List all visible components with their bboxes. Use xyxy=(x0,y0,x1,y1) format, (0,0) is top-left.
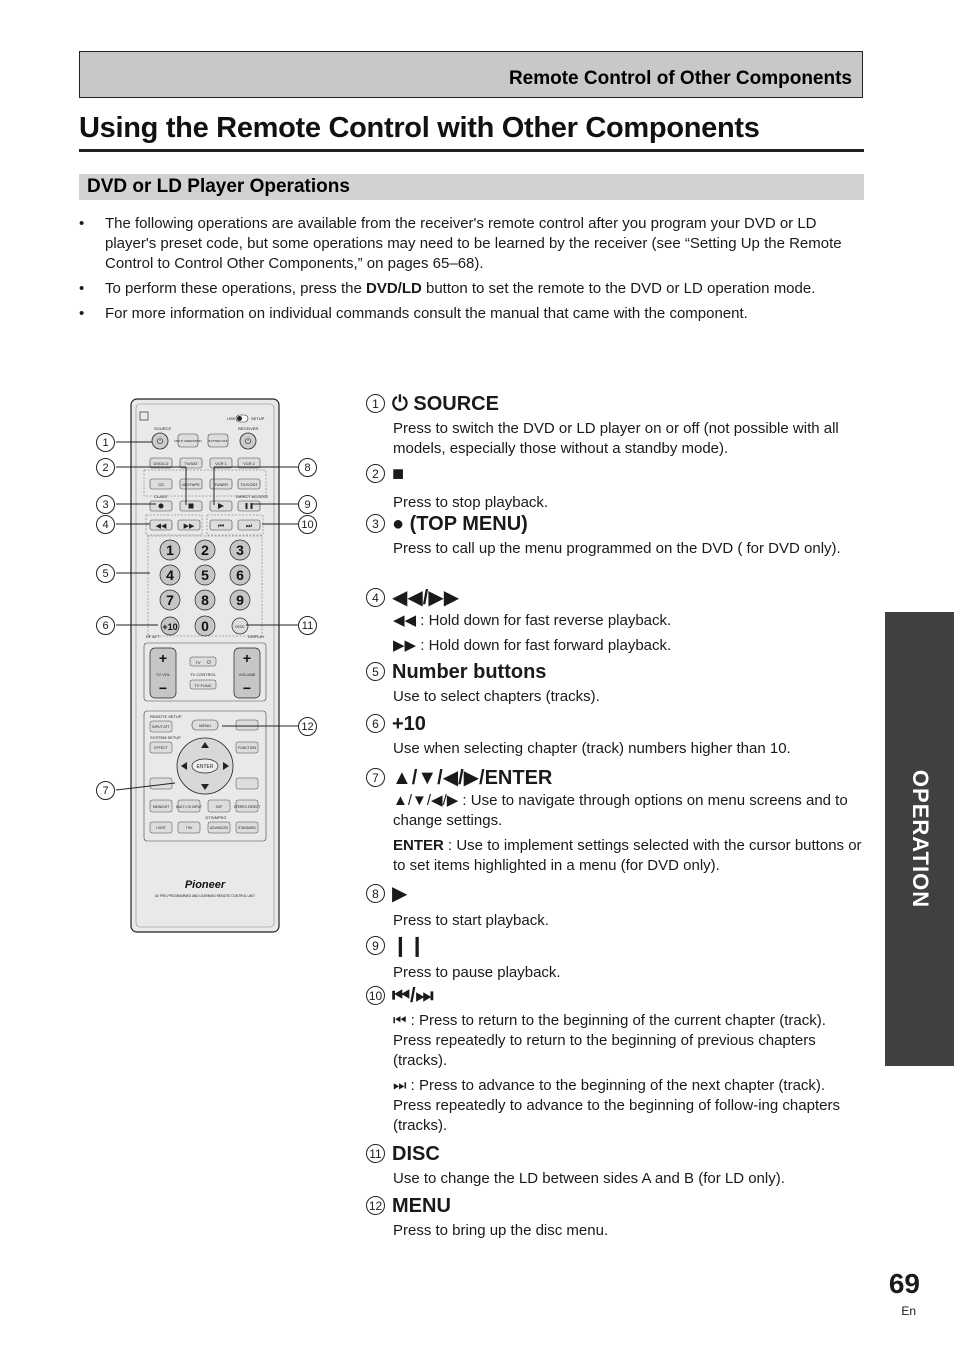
svg-text:MENU: MENU xyxy=(199,723,211,728)
item-scan: 4 ◀◀/▶▶ ◀◀ : Hold down for fast reverse playback. ▶▶ : Hold down for fast forward playback. xyxy=(366,585,866,661)
svg-text:SYSTEM OFF: SYSTEM OFF xyxy=(208,439,228,443)
item-play: 8 ▶ Press to start playback. xyxy=(366,881,866,936)
svg-text:ADVANCED: ADVANCED xyxy=(209,826,229,830)
svg-text:MIDNIGHT: MIDNIGHT xyxy=(152,805,170,809)
callout-4: 4 xyxy=(96,515,115,534)
item-title: DISC xyxy=(392,1143,440,1165)
svg-text:INPUT ATT: INPUT ATT xyxy=(152,725,170,729)
svg-text:5: 5 xyxy=(201,567,209,583)
callout-11: 11 xyxy=(298,616,317,635)
svg-text:VOLUME: VOLUME xyxy=(238,672,256,677)
svg-text:6: 6 xyxy=(236,567,244,583)
svg-text:LIGHT: LIGHT xyxy=(156,826,166,830)
section-title: DVD or LD Player Operations xyxy=(87,176,350,197)
svg-text:MD/TAPE: MD/TAPE xyxy=(182,482,200,487)
svg-text:DIRECT ACCESS: DIRECT ACCESS xyxy=(236,494,269,499)
svg-text:⏻: ⏻ xyxy=(156,437,164,446)
svg-text:4: 4 xyxy=(166,567,174,583)
svg-text:CD: CD xyxy=(158,482,164,487)
svg-text:3: 3 xyxy=(236,542,244,558)
svg-text:9: 9 xyxy=(236,592,244,608)
svg-text:TV FUNC: TV FUNC xyxy=(194,683,212,688)
item-title: ⏮/⏭ xyxy=(392,985,434,1007)
callout-7: 7 xyxy=(96,781,115,800)
header-bar xyxy=(79,51,863,98)
callout-8: 8 xyxy=(298,458,317,477)
svg-text:+10: +10 xyxy=(162,622,178,632)
item-title: Number buttons xyxy=(392,661,547,683)
svg-text:REMOTE SETUP: REMOTE SETUP xyxy=(150,714,182,719)
item-plus10: 6 +10 Use when selecting chapter (track) numbers higher than 10. xyxy=(366,713,866,764)
svg-text:DISPLAY: DISPLAY xyxy=(248,634,265,639)
callout-12: 12 xyxy=(298,717,317,736)
item-skip: 10 ⏮/⏭ ⏮ : Press to return to the beginning of the current chapter (track). Press repeatedly to return to the beginning of previous chapters (tracks). ⏭ : Press to advance to the beginning of the next chapter (track). Press repeatedly to advance to the beginning of follow-ing chapters (tracks). xyxy=(366,985,866,1141)
item-source: 1 ⏻ SOURCE Press to switch the DVD or LD player on or off (not possible with all models, especially those without a standby mode). xyxy=(366,393,866,464)
item-cursor-enter: 7 ▲/▼/◀/▶/ENTER ▲/▼/◀/▶ : Use to navigate through options on menu screens and to change settings. ENTER : Use to implement settings selected with the cursor buttons or to set items highlighted in a menu (for DVD only). xyxy=(366,765,866,881)
svg-text:▶▶: ▶▶ xyxy=(183,523,195,530)
item-top-menu: 3 ● (TOP MENU) Press to call up the menu programmed on the DVD ( for DVD only). xyxy=(366,513,866,564)
title-rule xyxy=(79,149,864,152)
page-title: Using the Remote Control with Other Components xyxy=(79,112,760,144)
svg-text:Pioneer: Pioneer xyxy=(184,879,226,891)
item-title: +10 xyxy=(392,713,426,735)
item-menu: 12 MENU Press to bring up the disc menu. xyxy=(366,1195,866,1246)
svg-text:8: 8 xyxy=(201,592,209,608)
svg-text:MULTI CH INPUT: MULTI CH INPUT xyxy=(175,805,203,809)
svg-text:STEREO DIRECT: STEREO DIRECT xyxy=(233,805,261,809)
bullet-item: • The following operations are available from the receiver's remote control after you program your DVD or LD player's preset code, but some operations may need to be learned by the receiver (see “Setting Up the Remote Control to Control Other Components,” on pages 65–68). xyxy=(79,215,842,272)
svg-text:7: 7 xyxy=(166,592,174,608)
svg-text:2: 2 xyxy=(201,542,209,558)
svg-text:TV CONTROL: TV CONTROL xyxy=(190,672,216,677)
svg-text:MULTI OPERATION: MULTI OPERATION xyxy=(174,439,202,443)
item-title: ▲/▼/◀/▶/ENTER xyxy=(392,767,553,789)
svg-text:TV/SAT: TV/SAT xyxy=(184,461,198,466)
item-disc: 11 DISC Use to change the LD between sides A and B (for LD only). xyxy=(366,1143,866,1194)
section-heading-bar xyxy=(79,174,864,200)
svg-text:VCR 2: VCR 2 xyxy=(243,461,255,466)
svg-text:FUNCTION: FUNCTION xyxy=(237,746,257,750)
page-number: 69 xyxy=(888,1268,920,1299)
svg-text:1: 1 xyxy=(166,542,174,558)
callout-2: 2 xyxy=(96,458,115,477)
svg-text:SYSTEM SETUP: SYSTEM SETUP xyxy=(150,735,181,740)
svg-text:THX: THX xyxy=(185,826,193,830)
page-language: En xyxy=(901,1304,916,1318)
svg-text:TV VOL: TV VOL xyxy=(155,672,171,677)
svg-text:−: − xyxy=(158,680,168,696)
svg-text:SETUP: SETUP xyxy=(251,416,265,421)
svg-text:⏭: ⏭ xyxy=(245,523,253,530)
svg-text:DTS/MPEG: DTS/MPEG xyxy=(205,815,227,820)
svg-text:AV PRE-PROGRAMMED AND LEARNING: AV PRE-PROGRAMMED AND LEARNING REMOTE CONTROL UNIT xyxy=(155,894,255,898)
svg-text:STANDARD: STANDARD xyxy=(238,826,256,830)
item-title: ● (TOP MENU) xyxy=(392,513,528,535)
callout-1: 1 xyxy=(96,433,115,452)
svg-text:0: 0 xyxy=(201,618,209,634)
callout-6: 6 xyxy=(96,616,115,635)
svg-text:RF ATT: RF ATT xyxy=(146,634,160,639)
item-pause: 9 ❙❙ Press to pause playback. xyxy=(366,933,866,988)
bullet-item: • To perform these operations, press the DVD/LD button to set the remote to the DVD or LD operation mode. xyxy=(79,280,816,297)
bullet-item: • For more information on individual commands consult the manual that came with the component. xyxy=(79,305,748,322)
callout-10: 10 xyxy=(298,515,317,534)
svg-text:DSP: DSP xyxy=(215,805,223,809)
item-stop: 2 ■ Press to stop playback. xyxy=(366,463,866,518)
intro-bullets xyxy=(79,214,869,329)
svg-text:USE: USE xyxy=(227,416,236,421)
callout-3: 3 xyxy=(96,495,115,514)
svg-text:−: − xyxy=(242,680,252,696)
item-number-buttons: 5 Number buttons Use to select chapters (tracks). xyxy=(366,661,866,712)
callout-5: 5 xyxy=(96,564,115,583)
header-section-label: Remote Control of Other Components xyxy=(508,68,852,89)
svg-text:⏻: ⏻ xyxy=(207,660,211,666)
item-title: ❙❙ xyxy=(392,935,426,957)
svg-text:TV/CONT: TV/CONT xyxy=(240,482,258,487)
side-tab-operation: OPERATION xyxy=(885,612,954,1066)
svg-text:◀◀: ◀◀ xyxy=(155,523,167,530)
item-title: ⏻ SOURCE xyxy=(392,393,499,415)
svg-text:⏻: ⏻ xyxy=(244,437,252,446)
svg-text:+: + xyxy=(242,650,252,666)
svg-text:TUNER: TUNER xyxy=(214,482,228,487)
svg-text:+: + xyxy=(158,650,168,666)
svg-text:ENTER: ENTER xyxy=(196,764,214,770)
svg-text:⏮: ⏮ xyxy=(217,523,225,530)
svg-text:TV: TV xyxy=(195,660,201,665)
svg-text:CLASS: CLASS xyxy=(154,494,168,499)
item-title: ■ xyxy=(392,463,405,485)
item-title: ◀◀/▶▶ xyxy=(392,587,460,609)
svg-text:SOURCE: SOURCE xyxy=(154,426,172,431)
svg-text:DVD/LD: DVD/LD xyxy=(153,461,169,466)
svg-text:DISC: DISC xyxy=(235,624,245,629)
remote-control-illustration xyxy=(130,398,280,933)
svg-text:RECEIVER: RECEIVER xyxy=(238,426,259,431)
svg-text:EFFECT: EFFECT xyxy=(154,746,168,750)
item-title: MENU xyxy=(392,1195,451,1217)
callout-9: 9 xyxy=(298,495,317,514)
item-title: ▶ xyxy=(392,883,408,905)
svg-text:VCR 1: VCR 1 xyxy=(215,461,227,466)
